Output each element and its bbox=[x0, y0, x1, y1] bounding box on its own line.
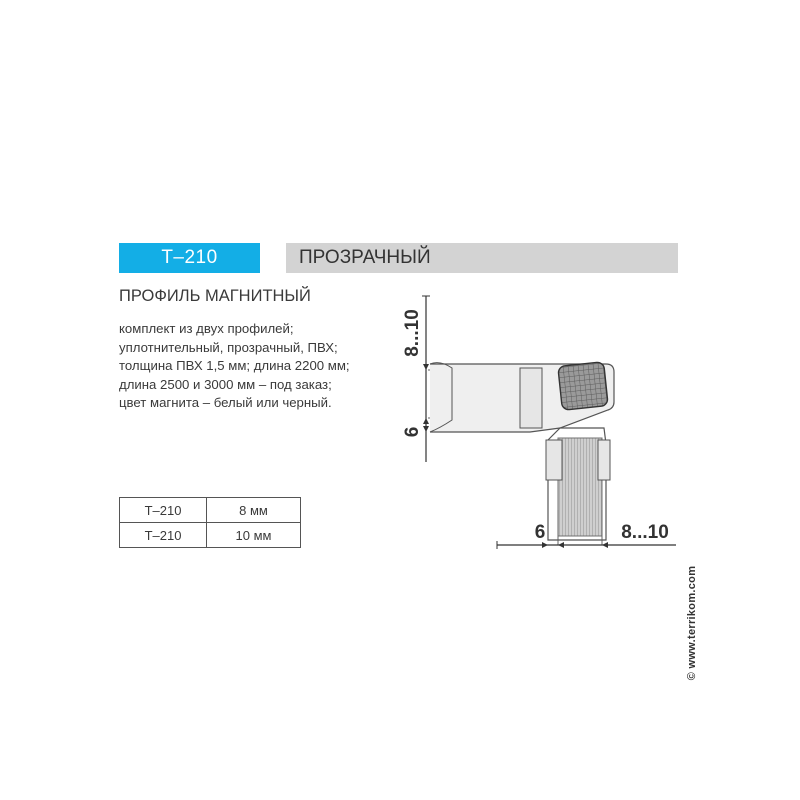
dimension-arrow bbox=[602, 542, 608, 548]
glass-panel-vertical bbox=[558, 438, 602, 536]
color-name-bar: ПРОЗРАЧНЫЙ bbox=[286, 243, 678, 273]
profile-clip bbox=[520, 368, 542, 428]
table-row bbox=[120, 523, 301, 548]
product-title: ПРОФИЛЬ МАГНИТНЫЙ bbox=[119, 287, 311, 305]
dimension-label-vertical-bottom: 6 bbox=[402, 426, 423, 438]
copyright-text: © www.terrikom.com bbox=[686, 565, 698, 681]
dimension-arrow bbox=[423, 364, 429, 370]
table-cell-code: T–210 bbox=[120, 498, 207, 523]
copyright-notice bbox=[682, 548, 702, 698]
profile-cross-section-diagram bbox=[395, 285, 685, 555]
dimension-arrow bbox=[558, 542, 564, 548]
table-row bbox=[120, 498, 301, 523]
description-line: комплект из двух профилей; bbox=[119, 321, 294, 336]
product-code-badge: T–210 bbox=[119, 243, 260, 273]
description-line: цвет магнита – белый или черный. bbox=[119, 395, 332, 411]
magnet-insert bbox=[558, 362, 608, 411]
spec-table bbox=[119, 497, 301, 548]
description-line: длина 2500 и 3000 мм – под заказ; bbox=[119, 376, 332, 392]
table-cell-size: 10 мм bbox=[207, 523, 301, 548]
dimension-arrow bbox=[423, 426, 429, 432]
table-cell-size: 8 мм bbox=[207, 498, 301, 523]
description-line: уплотнительный, прозрачный, ПВХ; bbox=[119, 339, 338, 355]
product-description bbox=[119, 320, 399, 413]
dimension-label-vertical-top: 8...10 bbox=[402, 309, 423, 357]
profile-clip bbox=[598, 440, 610, 480]
profile-clip bbox=[546, 440, 562, 480]
description-line: толщина ПВХ 1,5 мм; длина 2200 мм; bbox=[119, 358, 350, 374]
dimension-label-horizontal-left: 6 bbox=[534, 522, 546, 543]
dimension-arrow bbox=[423, 418, 429, 424]
table-cell-code: T–210 bbox=[120, 523, 207, 548]
dimension-label-horizontal-right: 8...10 bbox=[621, 522, 669, 543]
